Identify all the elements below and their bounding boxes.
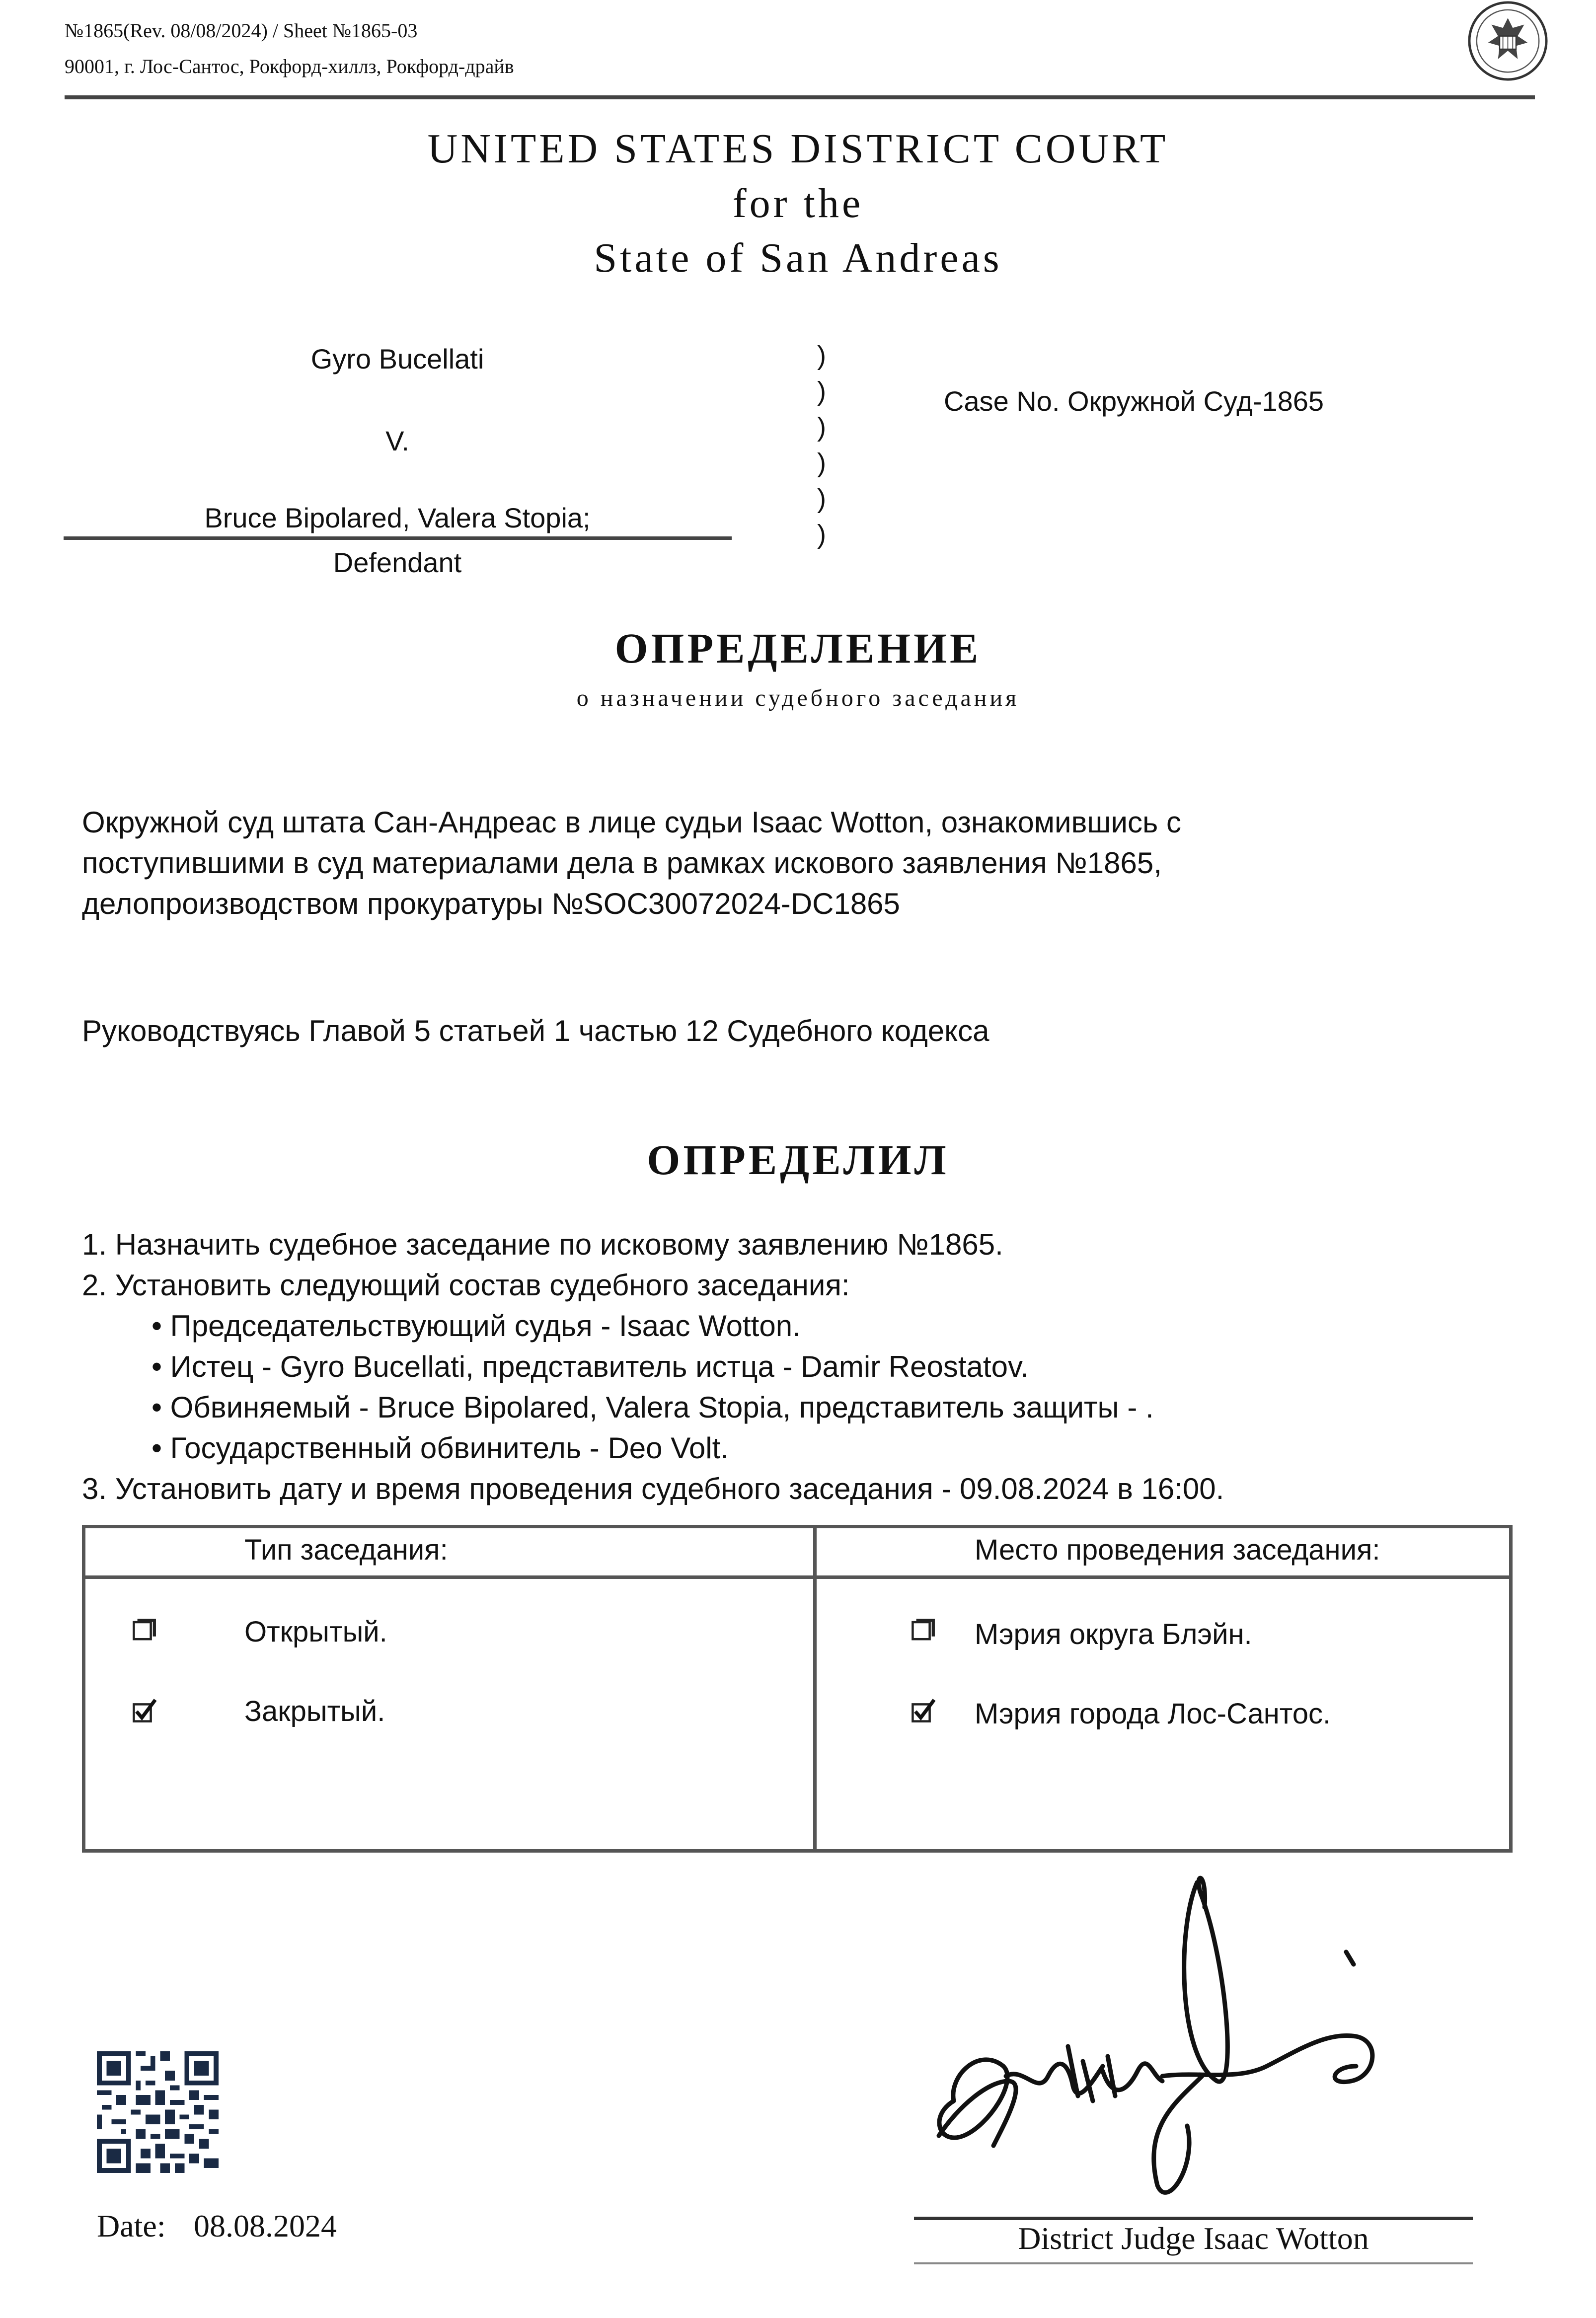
- document-title: ОПРЕДЕЛЕНИЕ: [614, 624, 982, 672]
- signature-line: [914, 2217, 1473, 2220]
- list-item: • Председательствующий судья - Isaac Wotton.: [152, 1309, 801, 1343]
- case-number: Case No. Окружной Суд-1865: [944, 385, 1324, 417]
- checkbox-blaine[interactable]: [910, 1618, 937, 1645]
- plaintiff-name: Gyro Bucellati: [310, 343, 484, 374]
- session-table: [82, 1525, 1513, 1853]
- decision-heading: ОПРЕДЕЛИЛ: [647, 1136, 949, 1184]
- list-item: 2. Установить следующий состав судебного заседания:: [82, 1269, 850, 1302]
- court-state: State of San Andreas: [594, 235, 1002, 281]
- option-blaine-label: Мэрия округа Блэйн.: [975, 1618, 1252, 1650]
- versus: V.: [385, 425, 409, 456]
- checkbox-open[interactable]: [131, 1618, 158, 1645]
- date-label: Date:: [97, 2208, 166, 2243]
- court-address: 90001, г. Лос-Сантос, Рокфорд-хиллз, Рокфорд-драйв: [65, 55, 514, 77]
- header-divider: [65, 95, 1535, 99]
- decision-list: [82, 1224, 1522, 1509]
- qr-code-icon: [97, 2051, 219, 2173]
- list-item: • Обвиняемый - Bruce Bipolared, Valera Stopia, представитель защиты - .: [152, 1391, 1154, 1424]
- form-number: №1865(Rev. 08/08/2024) / Sheet №1865-03: [65, 19, 418, 42]
- checkbox-los-santos[interactable]: [910, 1697, 937, 1724]
- document-subtitle: о назначении судебного заседания: [576, 685, 1020, 711]
- checkbox-closed[interactable]: [131, 1697, 158, 1724]
- defendants-names: Bruce Bipolared, Valera Stopia;: [204, 502, 591, 533]
- option-closed-label: Закрытый.: [244, 1695, 385, 1727]
- intro-paragraph: Окружной суд штата Сан-Андреас в лице судьи Isaac Wotton, ознакомившись с поступившими в суд материалами дела в рамках искового заявления №1865, делопроизводством прокуратуры №SOC30072024-DC1865: [82, 806, 1181, 920]
- list-item: 1. Назначить судебное заседание по исковому заявлению №1865.: [82, 1228, 1003, 1261]
- judge-name: District Judge Isaac Wotton: [1018, 2221, 1369, 2256]
- session-type-header: Тип заседания:: [244, 1534, 448, 1566]
- court-for: for the: [732, 180, 864, 226]
- caption-divider: [64, 536, 732, 540]
- signature-icon: [919, 1868, 1490, 2215]
- list-item: • Государственный обвинитель - Deo Volt.: [152, 1431, 729, 1465]
- defendant-label: Defendant: [333, 547, 462, 578]
- list-item: 3. Установить дату и время проведения судебного заседания - 09.08.2024 в 16:00.: [82, 1472, 1224, 1505]
- court-seal-icon: [1467, 0, 1549, 82]
- caption-parens: ) ) ) ) ) ): [817, 341, 826, 549]
- judge-underline: [914, 2262, 1473, 2264]
- option-los-santos-label: Мэрия города Лос-Сантос.: [975, 1698, 1331, 1730]
- legal-basis: Руководствуясь Главой 5 статьей 1 частью 12 Судебного кодекса: [82, 1014, 989, 1047]
- option-open-label: Открытый.: [244, 1616, 387, 1648]
- session-place-header: Место проведения заседания:: [975, 1534, 1380, 1566]
- list-item: • Истец - Gyro Bucellati, представитель истца - Damir Reostatov.: [152, 1350, 1029, 1383]
- date-value: 08.08.2024: [194, 2208, 337, 2243]
- court-name: UNITED STATES DISTRICT COURT: [427, 126, 1169, 172]
